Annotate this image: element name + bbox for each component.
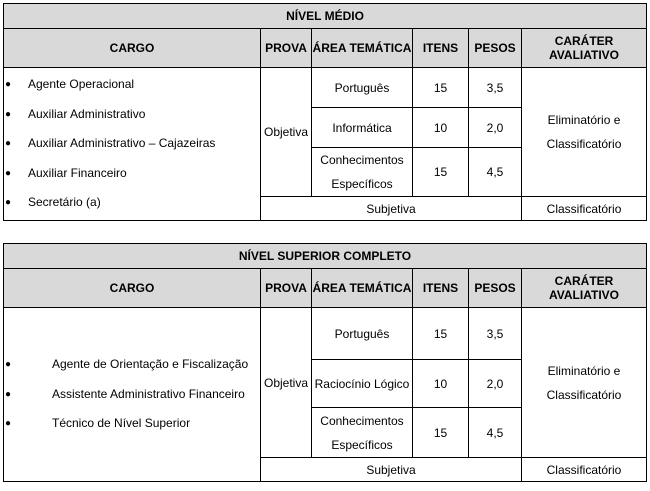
header-area-tematica: ÁREA TEMÁTICA: [312, 29, 413, 68]
prova-objetiva: Objetiva: [261, 308, 312, 458]
header-pesos: PESOS: [469, 269, 522, 308]
area-tematica: Conhecimentos Específicos: [312, 408, 413, 458]
pesos-value: 3,5: [469, 68, 522, 108]
header-prova: PROVA: [261, 269, 312, 308]
bullet-icon: ●: [5, 167, 12, 179]
header-prova: PROVA: [261, 29, 312, 68]
table-nivel-medio: [3, 3, 647, 221]
list-item: ● Auxiliar Administrativo – Cajazeiras: [4, 129, 260, 159]
bullet-icon: ●: [5, 359, 12, 371]
itens-value: 15: [413, 148, 469, 197]
bullet-icon: ●: [5, 108, 12, 120]
table-title: NÍVEL MÉDIO: [4, 4, 647, 29]
list-item: ● Auxiliar Administrativo: [4, 100, 260, 130]
cargo-list: [4, 68, 261, 221]
area-tematica: Raciocínio Lógico: [312, 360, 413, 408]
prova-subjetiva: Subjetiva: [261, 458, 522, 482]
list-item: ● Auxiliar Financeiro: [4, 159, 260, 189]
pesos-value: 3,5: [469, 308, 522, 360]
bullet-icon: ●: [5, 388, 12, 400]
carater-subjetiva: Classificatório: [522, 458, 647, 482]
itens-value: 15: [413, 68, 469, 108]
list-item: ● Agente Operacional: [4, 70, 260, 100]
list-item: ● Assistente Administrativo Financeiro: [4, 380, 260, 410]
area-tematica: Informática: [312, 108, 413, 148]
area-tematica: Português: [312, 68, 413, 108]
pesos-value: 4,5: [469, 148, 522, 197]
header-pesos: PESOS: [469, 29, 522, 68]
cargo-list: [4, 308, 261, 482]
header-cargo: CARGO: [4, 269, 261, 308]
header-cargo: CARGO: [4, 29, 261, 68]
list-item: ● Técnico de Nível Superior: [4, 409, 260, 439]
header-itens: ITENS: [413, 29, 469, 68]
prova-objetiva: Objetiva: [261, 68, 312, 197]
bullet-icon: ●: [5, 418, 12, 430]
table-nivel-superior: [3, 243, 647, 482]
carater-objetiva: Eliminatório e Classificatório: [522, 308, 647, 458]
carater-objetiva: Eliminatório e Classificatório: [522, 68, 647, 197]
itens-value: 10: [413, 108, 469, 148]
pesos-value: 2,0: [469, 360, 522, 408]
table-title: NÍVEL SUPERIOR COMPLETO: [4, 244, 647, 269]
area-tematica: Português: [312, 308, 413, 360]
list-item: ● Secretário (a): [4, 188, 260, 218]
header-area-tematica: ÁREA TEMÁTICA: [312, 269, 413, 308]
bullet-icon: ●: [5, 79, 12, 91]
pesos-value: 4,5: [469, 408, 522, 458]
pesos-value: 2,0: [469, 108, 522, 148]
itens-value: 10: [413, 360, 469, 408]
header-itens: ITENS: [413, 269, 469, 308]
itens-value: 15: [413, 308, 469, 360]
area-tematica: Conhecimentos Específicos: [312, 148, 413, 197]
list-item: ● Agente de Orientação e Fiscalização: [4, 350, 260, 380]
itens-value: 15: [413, 408, 469, 458]
bullet-icon: ●: [5, 197, 12, 209]
carater-subjetiva: Classificatório: [522, 197, 647, 221]
prova-subjetiva: Subjetiva: [261, 197, 522, 221]
bullet-icon: ●: [5, 138, 12, 150]
header-carater-avaliativo: CARÁTER AVALIATIVO: [522, 269, 647, 308]
header-carater-avaliativo: CARÁTER AVALIATIVO: [522, 29, 647, 68]
